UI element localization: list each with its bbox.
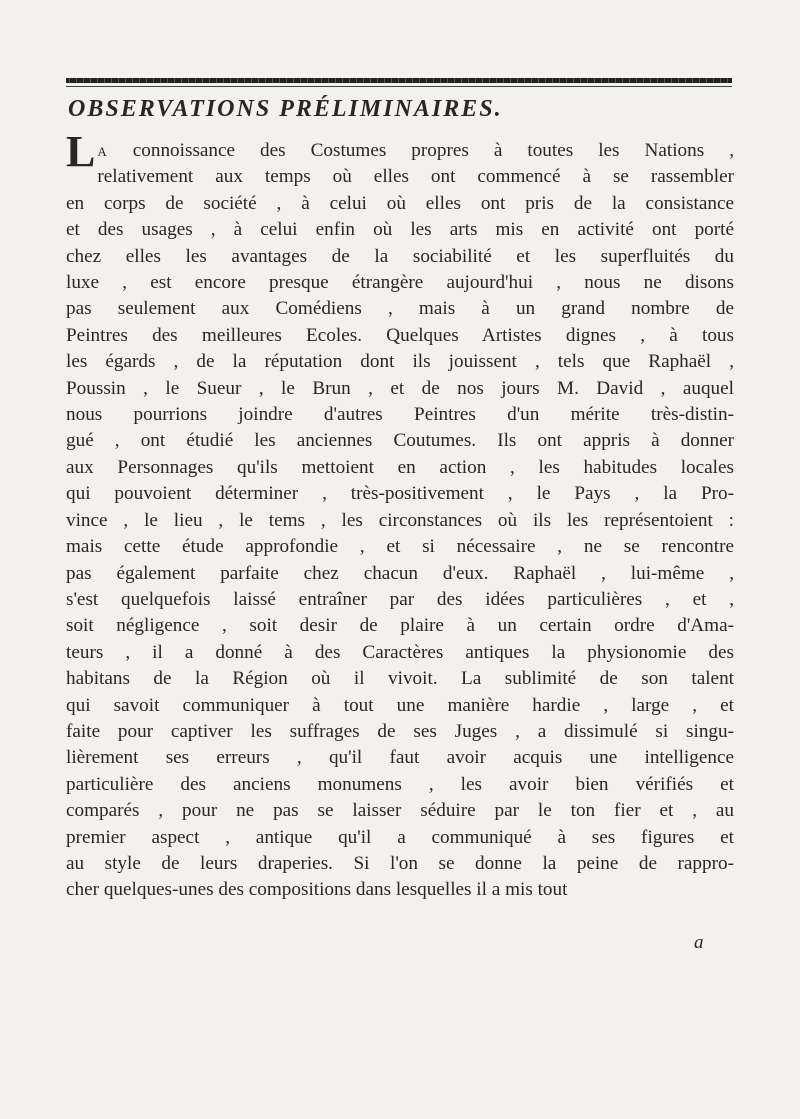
text-line: luxe , est encore presque étrangère aujourd'hui , nous ne disons — [66, 272, 734, 294]
text-line: et des usages , à celui enfin où les arts mis en activité ont porté — [66, 219, 734, 241]
text-line: aux Personnages qu'ils mettoient en action , les habitudes locales — [66, 456, 734, 478]
text-line: particulière des anciens monumens , les avoir bien vérifiés et — [66, 773, 734, 795]
text-line: premier aspect , antique qu'il a communiqué à ses figures et — [66, 826, 734, 848]
text-line: habitans de la Région où il vivoit. La sublimité de son talent — [66, 668, 734, 690]
text-line: qui pouvoient déterminer , très-positivement , le Pays , la Pro- — [66, 483, 734, 505]
text-line-first — [66, 127, 734, 176]
thin-rule — [66, 86, 732, 87]
text-line: lièrement ses erreurs , qu'il faut avoir acquis une intelligence — [66, 747, 734, 769]
text-line: s'est quelquefois laissé entraîner par des idées particulières , et , — [66, 588, 734, 610]
catchword: a — [694, 932, 704, 953]
page-title: OBSERVATIONS PRÉLIMINAIRES. — [68, 96, 503, 122]
text-line: qui savoit communiquer à tout une manière hardie , large , et — [66, 694, 734, 716]
text-line: soit négligence , soit desir de plaire à un certain ordre d'Ama- — [66, 615, 734, 637]
text-line: nous pourrions joindre d'autres Peintres d'un mérite très-distin- — [66, 404, 734, 426]
ornamental-rule — [66, 78, 732, 83]
text-line: Peintres des meilleures Ecoles. Quelques Artistes dignes , à tous — [66, 324, 734, 346]
text-line: relativement aux temps où elles ont commencé à se rassembler — [97, 166, 734, 188]
text-line: connoissance des Costumes propres à toutes les Nations , — [132, 140, 734, 161]
drop-cap: L — [66, 127, 96, 176]
text-line: pas seulement aux Comédiens , mais à un grand nombre de — [66, 298, 734, 320]
text-line: faite pour captiver les suffrages de ses Juges , a dissimulé si singu- — [66, 720, 734, 742]
body-paragraph — [66, 127, 734, 904]
text-line: comparés , pour ne pas se laisser séduire par le ton fier et , au — [66, 800, 734, 822]
lead-word: a — [97, 140, 108, 161]
text-line: mais cette étude approfondie , et si nécessaire , ne se rencontre — [66, 536, 734, 558]
text-line: gué , ont étudié les anciennes Coutumes. Ils ont appris à donner — [66, 430, 734, 452]
text-line: cher quelques-unes des compositions dans lesquelles il a mis tout — [66, 879, 568, 901]
text-line: chez elles les avantages de la sociabilité et les superfluités du — [66, 245, 734, 267]
text-line: Poussin , le Sueur , le Brun , et de nos jours M. David , auquel — [66, 377, 734, 399]
text-line: pas également parfaite chez chacun d'eux. Raphaël , lui-même , — [66, 562, 734, 584]
text-line: au style de leurs draperies. Si l'on se donne la peine de rappro- — [66, 852, 734, 874]
text-line: en corps de société , à celui où elles ont pris de la consistance — [66, 192, 734, 214]
text-line: teurs , il a donné à des Caractères antiques la physionomie des — [66, 641, 734, 663]
text-line: les égards , de la réputation dont ils jouissent , tels que Raphaël , — [66, 351, 734, 373]
text-line: vince , le lieu , le tems , les circonstances où ils les représentoient : — [66, 509, 734, 531]
